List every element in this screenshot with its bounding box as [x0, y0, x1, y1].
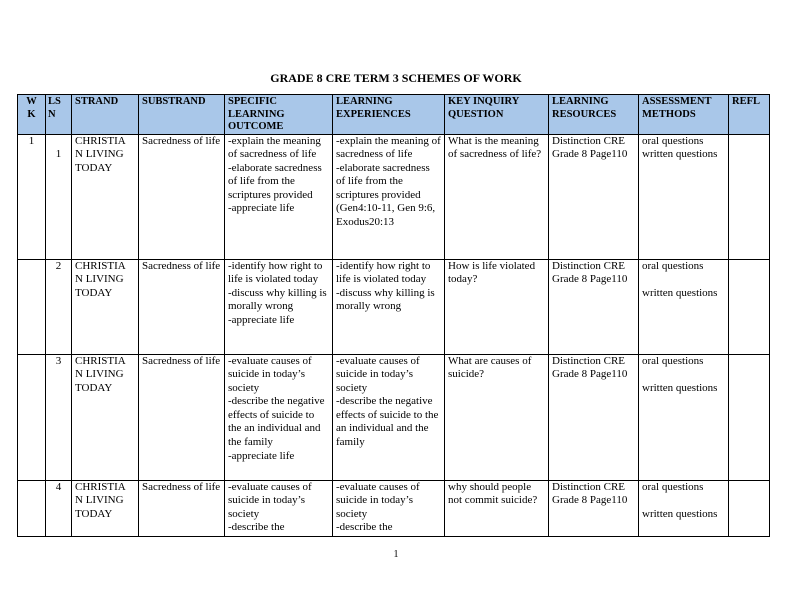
cell-outcome-text: -evaluate causes of suicide in today’s society -describe the [228, 480, 312, 534]
schemes-of-work-table [17, 94, 770, 537]
page-number: 1 [393, 549, 399, 560]
cell-outcome [225, 259, 333, 354]
header-lsn [46, 95, 72, 135]
cell-substrand-text: Sacredness of life [142, 259, 221, 272]
cell-question-text: What is the meaning of sacredness of life? [448, 134, 542, 161]
document-title: GRADE 8 CRE TERM 3 SCHEMES OF WORK [270, 71, 522, 85]
cell-substrand [139, 354, 225, 480]
cell-lsn [46, 354, 72, 480]
cell-lsn [46, 259, 72, 354]
cell-substrand [139, 259, 225, 354]
cell-outcome-text: -identify how right to life is violated today -discuss why killing is morally wrong -appreciate life [228, 259, 327, 326]
table-row [18, 354, 770, 480]
cell-assessment-text: oral questions written questions [642, 134, 718, 161]
cell-question [445, 134, 549, 259]
cell-resources-text: Distinction CRE Grade 8 Page110 [552, 354, 628, 381]
cell-assessment-text: oral questions written questions [642, 354, 718, 394]
cell-refl [729, 259, 770, 354]
header-resources: LEARNING RESOURCES [549, 95, 639, 135]
header-strand: STRAND [72, 95, 139, 135]
cell-lsn-text: 2 [55, 259, 62, 272]
cell-resources [549, 480, 639, 536]
cell-wk-text: 1 [28, 134, 35, 147]
cell-wk [18, 354, 46, 480]
cell-resources-text: Distinction CRE Grade 8 Page110 [552, 259, 628, 286]
cell-outcome [225, 134, 333, 259]
cell-lsn [46, 134, 72, 259]
cell-experiences-text: -identify how right to life is violated today -discuss why killing is morally wrong [336, 259, 435, 313]
cell-resources-text: Distinction CRE Grade 8 Page110 [552, 134, 628, 161]
cell-assessment [639, 354, 729, 480]
cell-strand [72, 134, 139, 259]
cell-outcome [225, 354, 333, 480]
cell-experiences [333, 259, 445, 354]
cell-assessment-text: oral questions written questions [642, 480, 718, 520]
cell-experiences-text: -evaluate causes of suicide in today’s society -describe the [336, 480, 420, 534]
cell-outcome-text: -evaluate causes of suicide in today’s society -describe the negative effects of suicide to the an individual and the family -appreciate life [228, 354, 325, 462]
cell-strand-text: CHRISTIA N LIVING TODAY [75, 354, 126, 394]
cell-resources [549, 134, 639, 259]
cell-question-text: why should people not commit suicide? [448, 480, 538, 507]
cell-refl [729, 480, 770, 536]
cell-wk [18, 134, 46, 259]
header-experiences: LEARNING EXPERIENCES [333, 95, 445, 135]
cell-wk [18, 480, 46, 536]
cell-experiences [333, 134, 445, 259]
table-row [18, 480, 770, 536]
cell-strand [72, 354, 139, 480]
cell-lsn-text: 4 [55, 480, 62, 493]
header-row [18, 95, 770, 135]
table-row [18, 259, 770, 354]
cell-question [445, 259, 549, 354]
header-outcome: SPECIFIC LEARNING OUTCOME [225, 95, 333, 135]
cell-substrand [139, 134, 225, 259]
cell-assessment-text: oral questions written questions [642, 259, 718, 299]
cell-assessment [639, 480, 729, 536]
header-question: KEY INQUIRY QUESTION [445, 95, 549, 135]
cell-wk [18, 259, 46, 354]
header-assessment: ASSESSMENT METHODS [639, 95, 729, 135]
cell-refl [729, 134, 770, 259]
cell-assessment [639, 259, 729, 354]
cell-lsn-text: 3 [55, 354, 62, 367]
cell-resources-text: Distinction CRE Grade 8 Page110 [552, 480, 628, 507]
cell-assessment [639, 134, 729, 259]
cell-lsn [46, 480, 72, 536]
header-substrand: SUBSTRAND [139, 95, 225, 135]
cell-resources [549, 259, 639, 354]
cell-strand [72, 480, 139, 536]
cell-lsn-text: 1 [55, 147, 62, 160]
header-lsn-text: LS N [48, 96, 61, 120]
cell-outcome [225, 480, 333, 536]
cell-question [445, 480, 549, 536]
cell-question-text: What are causes of suicide? [448, 354, 532, 381]
cell-experiences-text: -evaluate causes of suicide in today’s society -describe the negative effects of suicide to the an individual and the family [336, 354, 439, 449]
cell-question [445, 354, 549, 480]
cell-strand [72, 259, 139, 354]
cell-substrand [139, 480, 225, 536]
cell-substrand-text: Sacredness of life [142, 354, 221, 367]
cell-refl [729, 354, 770, 480]
header-wk-text: W K [26, 96, 37, 120]
cell-strand-text: CHRISTIA N LIVING TODAY [75, 134, 126, 174]
header-wk [18, 95, 46, 135]
cell-experiences [333, 354, 445, 480]
cell-outcome-text: -explain the meaning of sacredness of life -elaborate sacredness of life from the scriptures provided -appreciate life [228, 134, 322, 215]
cell-strand-text: CHRISTIA N LIVING TODAY [75, 480, 126, 520]
table-row [18, 134, 770, 259]
cell-strand-text: CHRISTIA N LIVING TODAY [75, 259, 126, 299]
cell-experiences [333, 480, 445, 536]
cell-resources [549, 354, 639, 480]
cell-question-text: How is life violated today? [448, 259, 536, 286]
cell-substrand-text: Sacredness of life [142, 134, 221, 147]
cell-experiences-text: -explain the meaning of sacredness of life -elaborate sacredness of life from the scriptures provided (Gen4:10-11, Gen 9:6, Exodus20:13 [336, 134, 441, 229]
cell-substrand-text: Sacredness of life [142, 480, 221, 493]
header-refl: REFL [729, 95, 770, 135]
